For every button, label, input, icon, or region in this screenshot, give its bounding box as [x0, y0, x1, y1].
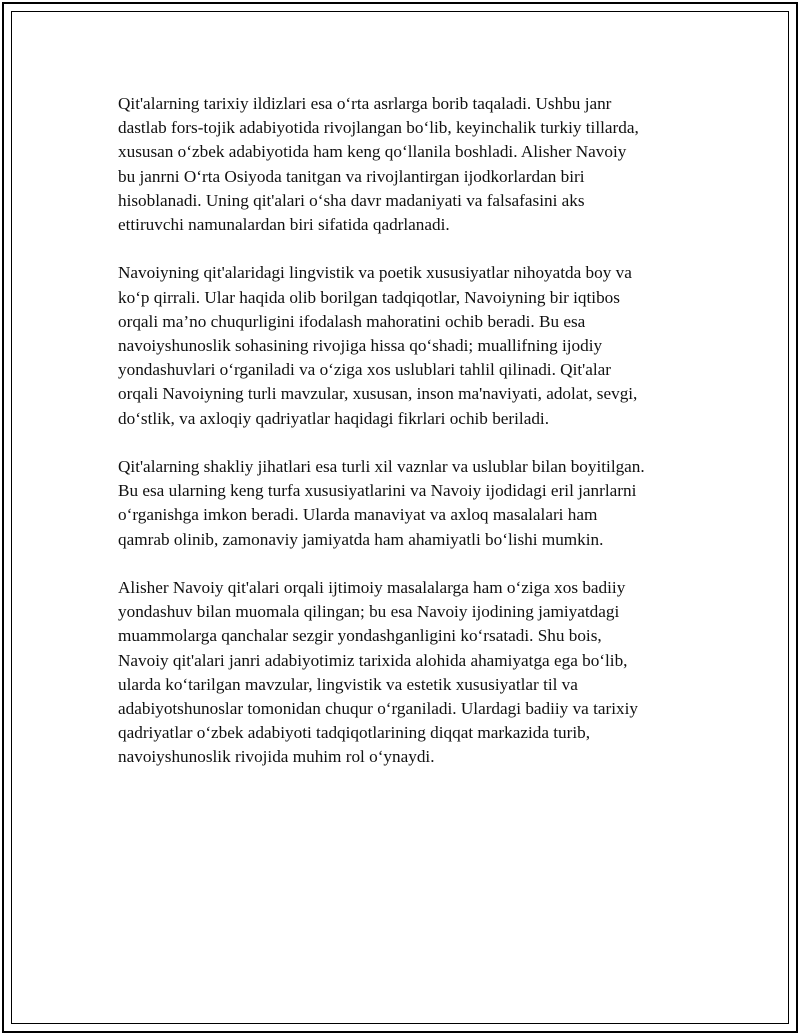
- text-line: navoiyshunoslik sohasining rivojiga hissa qo‘shadi; muallifning ijodiy: [118, 336, 603, 356]
- text-line: adabiyotshunoslar tomonidan chuqur o‘rganiladi. Ulardagi badiiy va tarixiy: [118, 699, 638, 719]
- document-body: [118, 92, 688, 794]
- text-line: yondashuv bilan muomala qilingan; bu esa Navoiy ijodining jamiyatdagi: [118, 602, 620, 622]
- text-line: navoiyshunoslik rivojida muhim rol o‘ynaydi.: [118, 747, 435, 767]
- text-line: do‘stlik, va axloqiy qadriyatlar haqidagi fikrlari ochib beriladi.: [118, 408, 549, 428]
- text-line: muammolarga qanchalar sezgir yondashganligini ko‘rsatadi. Shu bois,: [118, 626, 602, 646]
- text-line: dastlab fors-tojik adabiyotida rivojlangan bo‘lib, keyinchalik turkiy tillarda,: [118, 118, 639, 138]
- text-line: yondashuvlari o‘rganiladi va o‘ziga xos uslublari tahlil qilinadi. Qit'alar: [118, 360, 611, 380]
- text-line: xususan o‘zbek adabiyotida ham keng qo‘llanila boshladi. Alisher Navoiy: [118, 142, 627, 162]
- text-line: Navoiyning qit'alaridagi lingvistik va poetik xususiyatlar nihoyatda boy va: [118, 263, 632, 283]
- paragraph-2: [118, 261, 688, 430]
- paragraph-3: [118, 455, 688, 552]
- text-line: qadriyatlar o‘zbek adabiyoti tadqiqotlarining diqqat markazida turib,: [118, 723, 591, 743]
- text-line: o‘rganishga imkon beradi. Ularda manaviyat va axloq masalalari ham: [118, 505, 598, 525]
- text-line: bu janrni O‘rta Osiyoda tanitgan va rivojlantirgan ijodkorlardan biri: [118, 166, 585, 186]
- text-line: Alisher Navoiy qit'alari orqali ijtimoiy masalalarga ham o‘ziga xos badiiy: [118, 578, 626, 598]
- text-line: ularda ko‘tarilgan mavzular, lingvistik va estetik xususiyatlar til va: [118, 674, 578, 694]
- paragraph-1: [118, 92, 688, 237]
- text-line: Qit'alarning tarixiy ildizlari esa o‘rta asrlarga borib taqaladi. Ushbu janr: [118, 94, 612, 113]
- text-line: Qit'alarning shakliy jihatlari esa turli xil vaznlar va uslublar bilan boyitilgan.: [118, 457, 645, 477]
- text-line: Bu esa ularning keng turfa xususiyatlarini va Navoiy ijodidagi eril janrlarni: [118, 481, 637, 501]
- text-line: orqali ma’no chuqurligini ifodalash mahoratini ochib beradi. Bu esa: [118, 311, 586, 331]
- text-line: hisoblanadi. Uning qit'alari o‘sha davr madaniyati va falsafasini aks: [118, 190, 585, 210]
- text-line: Navoiy qit'alari janri adabiyotimiz tarixida alohida ahamiyatga ega bo‘lib,: [118, 650, 628, 670]
- text-line: ko‘p qirrali. Ular haqida olib borilgan tadqiqotlar, Navoiyning bir iqtibos: [118, 287, 620, 307]
- paragraph-4: [118, 576, 688, 770]
- text-line: ettiruvchi namunalardan biri sifatida qadrlanadi.: [118, 215, 450, 235]
- text-line: orqali Navoiyning turli mavzular, xususan, inson ma'naviyati, adolat, sevgi,: [118, 384, 638, 404]
- text-line: qamrab olinib, zamonaviy jamiyatda ham ahamiyatli bo‘lishi mumkin.: [118, 529, 604, 549]
